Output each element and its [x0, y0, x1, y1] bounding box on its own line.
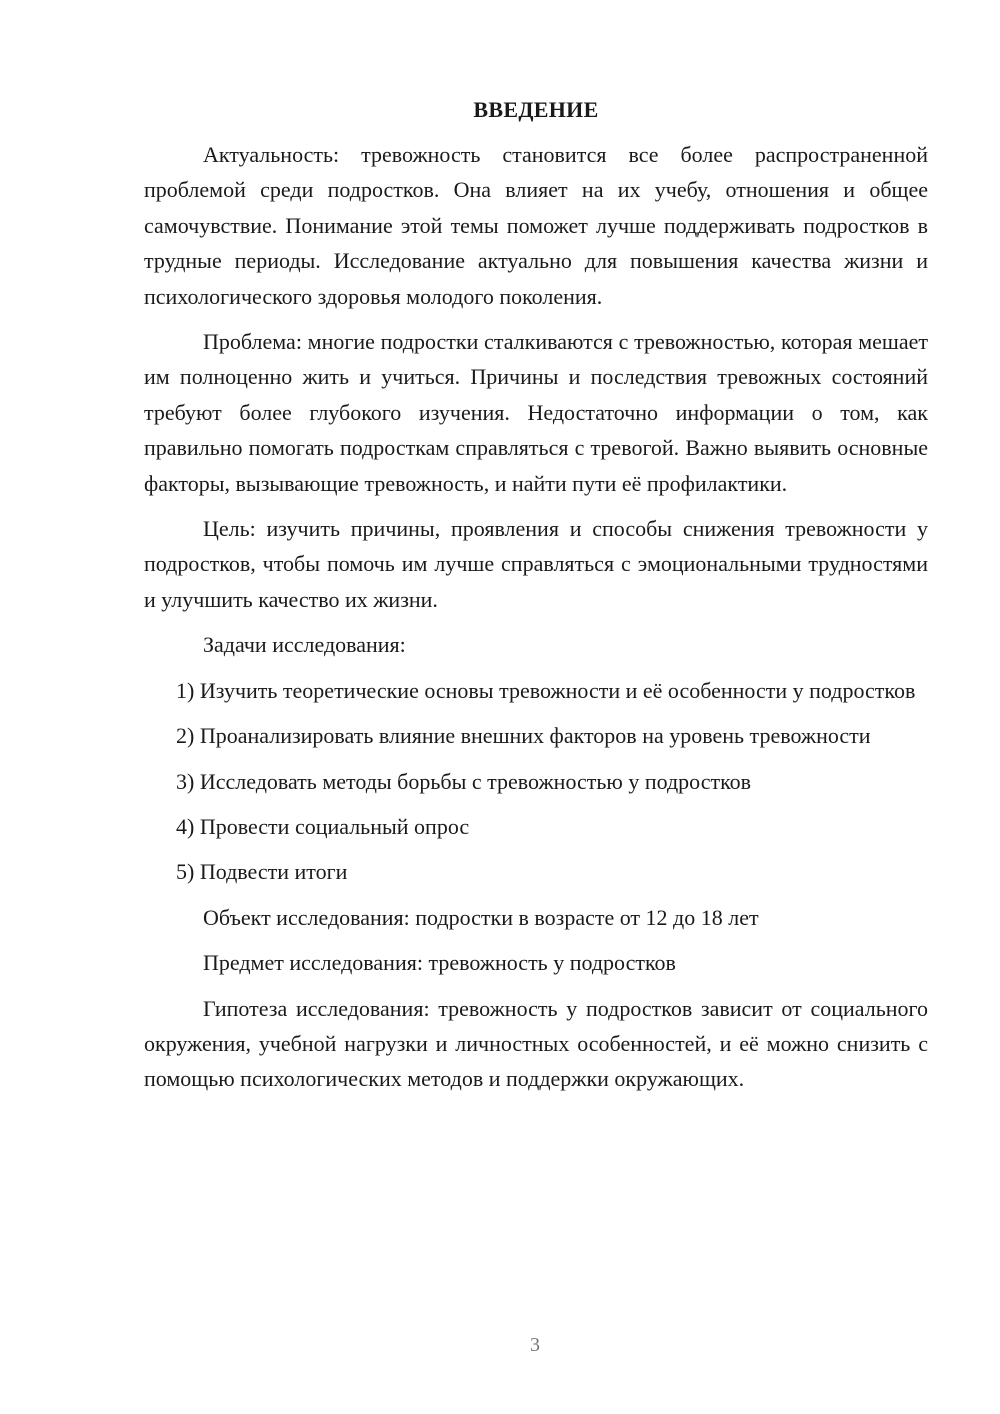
paragraph-relevance: Актуальность: тревожность становится все более распространенной проблемой среди подростков. Она влияет на их учебу, отношения и общее самочувствие. Понимание этой темы поможет лучше поддерживать подростков в трудные периоды. Исследование актуально для повышения качества жизни и психологического здоровья молодого поколения. [144, 142, 928, 309]
section-title: ВВЕДЕНИЕ [473, 97, 599, 122]
task-item: 1) Изучить теоретические основы тревожности и её особенности у подростков [176, 677, 916, 703]
document-page [144, 95, 928, 1107]
page-number: 3 [530, 1334, 540, 1356]
task-item: 5) Подвести итоги [176, 859, 348, 885]
research-object: Объект исследования: подростки в возрасте от 12 до 18 лет [203, 904, 759, 930]
tasks-heading: Задачи исследования: [203, 632, 406, 658]
paragraph-problem: Проблема: многие подростки сталкиваются с тревожностью, которая мешает им полноценно жить и учиться. Причины и последствия тревожных состояний требуют более глубокого изучения. Недостаточно информации о том, как правильно помогать подросткам справляться с тревогой. Важно выявить основные факторы, вызывающие тревожность, и найти пути её профилактики. [144, 329, 928, 496]
paragraph-goal: Цель: изучить причины, проявления и способы снижения тревожности у подростков, чтобы помочь им лучше справляться с эмоциональными трудностями и улучшить качество их жизни. [144, 516, 928, 612]
research-hypothesis: Гипотеза исследования: тревожность у подростков зависит от социального окружения, учебной нагрузки и личностных особенностей, и её можно снизить с помощью психологических методов и поддержки окружающих. [144, 995, 928, 1092]
task-item: 4) Провести социальный опрос [176, 813, 470, 839]
task-item: 3) Исследовать методы борьбы с тревожностью у подростков [176, 768, 752, 794]
task-item: 2) Проанализировать влияние внешних факторов на уровень тревожности [176, 723, 871, 749]
research-subject: Предмет исследования: тревожность у подростков [203, 950, 676, 976]
